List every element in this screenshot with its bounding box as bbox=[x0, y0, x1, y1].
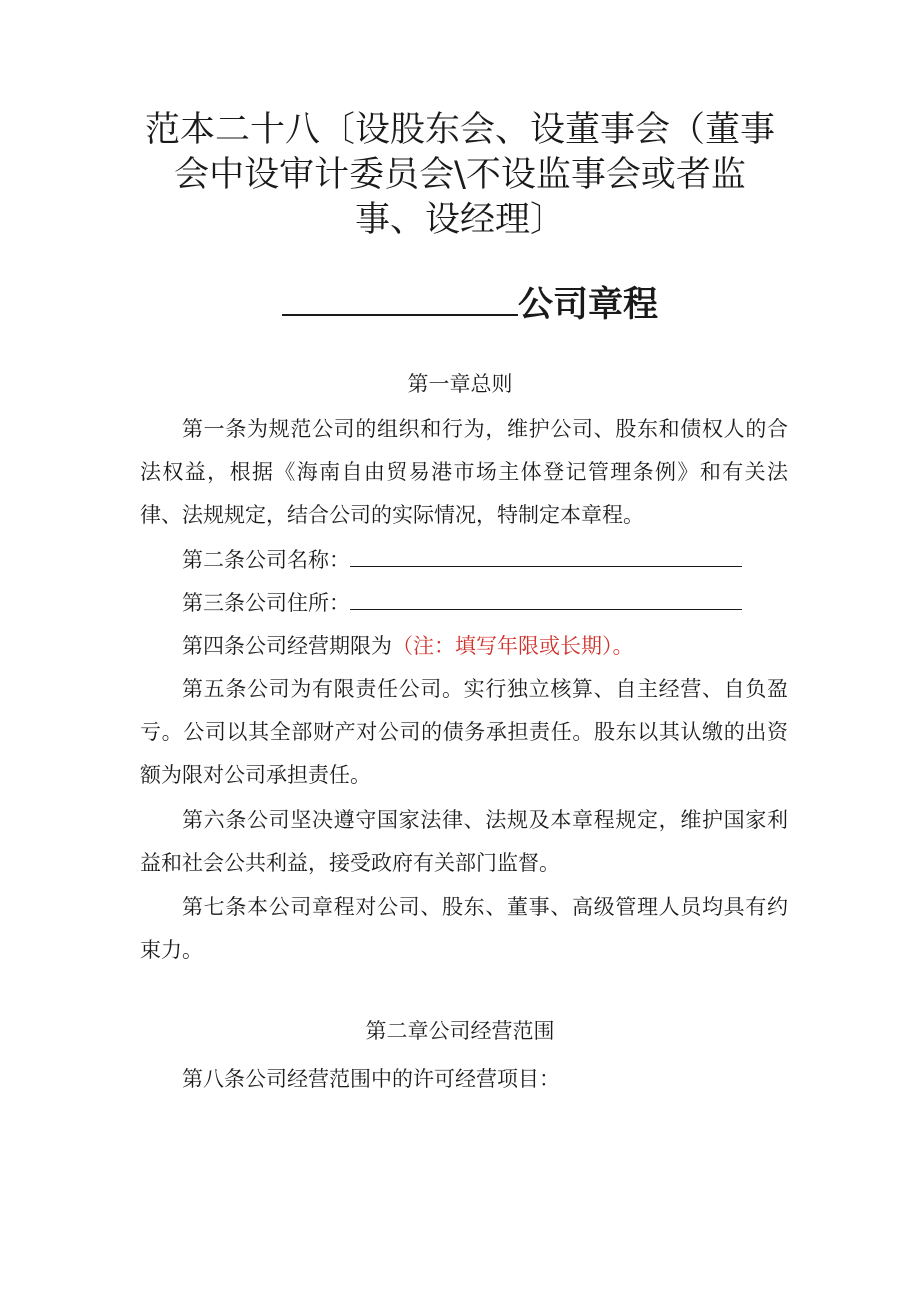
chapter-1-title: 第一章总则 bbox=[407, 372, 513, 396]
company-charter-title bbox=[282, 282, 658, 328]
article-3-label: 第三条公司住所： bbox=[182, 591, 350, 615]
article-8: 第八条公司经营范围中的许可经营项目： bbox=[182, 1067, 560, 1091]
heading-line-3: 事、设经理〕 bbox=[354, 200, 565, 240]
chapter-2-title: 第二章公司经营范围 bbox=[365, 1019, 555, 1043]
article-1: 第一条为规范公司的组织和行为，维护公司、股东和债权人的合法权益，根据《海南自由贸易港市场主体登记管理条例》和有关法律、法规规定，结合公司的实际情况，特制定本章程。 bbox=[140, 417, 788, 527]
article-3 bbox=[140, 582, 788, 625]
company-name-blank bbox=[282, 282, 518, 316]
article-4 bbox=[140, 625, 788, 668]
heading-line-2: 会中设审计委员会\不设监事会或者监 bbox=[174, 155, 746, 195]
company-title-suffix: 公司章程 bbox=[518, 285, 659, 325]
article-6: 第六条公司坚决遵守国家法律、法规及本章程规定，维护国家利益和社会公共利益，接受政府有关部门监督。 bbox=[140, 808, 788, 875]
article-7: 第七条本公司章程对公司、股东、董事、高级管理人员均具有约束力。 bbox=[140, 895, 788, 962]
article-2-label: 第二条公司名称： bbox=[182, 548, 350, 572]
article-5: 第五条公司为有限责任公司。实行独立核算、自主经营、自负盈亏。公司以其全部财产对公司的债务承担责任。股东以其认缴的出资额为限对公司承担责任。 bbox=[140, 677, 788, 787]
document-heading bbox=[140, 108, 780, 243]
company-address-field bbox=[350, 589, 742, 610]
article-4-prefix: 第四条公司经营期限为 bbox=[182, 634, 392, 658]
article-2 bbox=[140, 539, 788, 582]
heading-line-1: 范本二十八〔设股东会、设董事会（董事 bbox=[144, 110, 775, 150]
company-name-field bbox=[350, 546, 742, 567]
article-4-note: （注：填写年限或长期）。 bbox=[392, 634, 634, 658]
